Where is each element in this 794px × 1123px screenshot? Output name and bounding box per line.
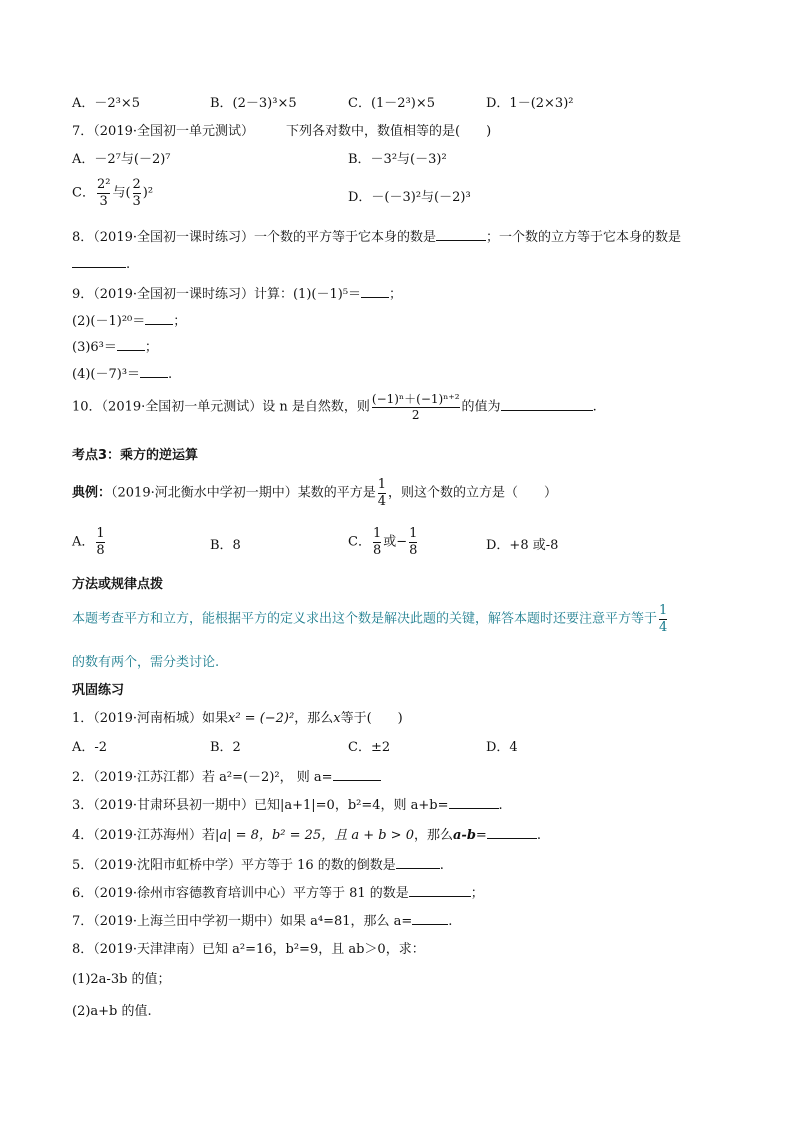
p1-option-b: B．2: [210, 740, 241, 755]
example-option-c: C． $\frac{1}{8}$ 或− $\frac{1}{8}$: [348, 526, 418, 558]
q7-c-label: C．: [72, 185, 95, 201]
q10-blank[interactable]: [501, 399, 593, 411]
q8-line1: 8．（2019·全国初一课时练习）一个数的平方等于它本身的数是 ；一个数的立方等于它本身的数是: [72, 230, 682, 245]
q8-blank-1[interactable]: [436, 229, 486, 241]
p4-abs-expr: |a| = 8: [215, 828, 259, 843]
q10-fraction: $\frac{\text{(−1)ⁿ＋(−1)ⁿ⁺²}}{2}$: [371, 392, 460, 422]
q6-option-d: D．1－(2×3)²: [486, 96, 574, 111]
p7-blank[interactable]: [412, 913, 448, 925]
q7-c-tail: )²: [142, 185, 154, 201]
p1-option-c: C．±2: [348, 740, 391, 755]
p8-part1: (1)2a-3b 的值；: [72, 972, 171, 987]
q7-source: 7．（2019·全国初一单元测试）: [72, 124, 254, 139]
q7-text: 下列各对数中，数值相等的是( ): [286, 124, 492, 139]
q7-c-fraction2: $\frac{2}{3}$: [132, 177, 141, 209]
q8-line2: .: [72, 256, 130, 273]
q7-option-b: B．－3²与(－3)²: [348, 152, 447, 167]
q9-blank-2[interactable]: [145, 313, 173, 325]
p1-equation: x² = (−2)²: [228, 711, 295, 726]
example-a-fraction: $\frac{1}{8}$: [96, 526, 105, 558]
q7-option-c: [72, 178, 153, 208]
q9-blank-4[interactable]: [140, 366, 168, 378]
q6-option-a: A．－2³×5: [72, 96, 141, 111]
p2-blank[interactable]: [333, 769, 381, 781]
example-option-d: D．+8 或-8: [486, 538, 559, 553]
p4-b-squared: ，b² = 25: [258, 828, 322, 843]
p4-condition: ，且 a + b > 0: [321, 828, 414, 843]
example-option-a: A． $\frac{1}{8}$: [72, 526, 105, 558]
p2-question: 2．（2019·江苏江都）若 a²=(－2)²， 则 a=: [72, 769, 381, 786]
q9-line4: (4)(－7)³＝ .: [72, 367, 173, 382]
p4-question: 4．（2019·江苏海州）若|a| = 8，b² = 25，且 a + b > 0，那么a-b= .: [72, 828, 541, 843]
p6-question: 6．（2019·徐州市容德教育培训中心）平方等于 81 的数是 ；: [72, 886, 484, 901]
q7-option-a: A．－2⁷与(－2)⁷: [72, 152, 171, 167]
q9-line2: (2)(－1)²⁰＝ ；: [72, 314, 187, 329]
q7-c-fraction: $\frac{\text{2²}}{3}$: [96, 177, 111, 209]
p3-blank[interactable]: [449, 797, 499, 809]
q7-option-d: D．－(－3)²与(－2)³: [348, 190, 471, 205]
q7-question: [72, 124, 491, 140]
p1-option-d: D．4: [486, 740, 518, 755]
q6-option-c: C．(1－2³)×5: [348, 96, 436, 111]
method-text-line1: 本题考查平方和立方，能根据平方的定义求出这个数是解决此题的关键，解答本题时还要注意平方等于 $\frac{1}{4}$: [72, 603, 668, 635]
q10-question: 10．（2019·全国初一单元测试）设 n 是自然数，则 $\frac{\text{(−1)ⁿ＋(−1)ⁿ⁺²}}{2}$ 的值为 .: [72, 392, 597, 422]
q6-option-b: B．(2－3)³×5: [210, 96, 297, 111]
example-c-fraction: $\frac{1}{8}$: [372, 526, 382, 558]
example-fraction: $\frac{1}{4}$: [377, 477, 387, 509]
p6-blank[interactable]: [409, 885, 471, 897]
q9-line1: 9．（2019·全国初一课时练习）计算：(1)(－1)⁵＝ ；: [72, 287, 403, 302]
example-option-b: B．8: [210, 538, 241, 553]
q9-line3: (3)6³＝ ；: [72, 340, 158, 355]
p5-blank[interactable]: [396, 857, 440, 869]
method-heading: 方法或规律点拨: [72, 577, 164, 592]
example-label: 典例：: [72, 485, 112, 501]
example-question: 典例：（2019·河北衡水中学初一期中）某数的平方是 $\frac{1}{4}$ ，则这个数的立方是（ ）: [72, 477, 558, 509]
q7-c-mid: 与(: [112, 185, 131, 201]
method-fraction: $\frac{1}{4}$: [659, 603, 668, 635]
p4-expression: a-b: [453, 828, 476, 843]
p5-question: 5．（2019·沈阳市虹桥中学）平方等于 16 的数的倒数是 .: [72, 858, 444, 873]
method-text-line2: 的数有两个，需分类讨论.: [72, 655, 220, 670]
practice-heading: 巩固练习: [72, 683, 125, 698]
p1-option-a: A．-2: [72, 740, 108, 755]
q8-blank-2[interactable]: [72, 256, 126, 268]
q9-blank-3[interactable]: [117, 339, 145, 351]
example-c-fraction2: $\frac{1}{8}$: [409, 526, 418, 558]
p3-question: 3．（2019·甘肃环县初一期中）已知|a+1|=0，b²=4，则 a+b= .: [72, 798, 503, 813]
p4-blank[interactable]: [487, 827, 537, 839]
p8-part2: (2)a+b 的值.: [72, 1004, 152, 1019]
p1-question: 1．（2019·河南柘城）如果x² = (−2)²，那么x等于( ): [72, 711, 403, 726]
section-heading-kp3: 考点3：乘方的逆运算: [72, 448, 199, 463]
q9-blank-1[interactable]: [361, 286, 389, 298]
p8-question: 8．（2019·天津津南）已知 a²=16，b²=9，且 ab＞0，求：: [72, 942, 425, 957]
p7-question: 7．（2019·上海兰田中学初一期中）如果 a⁴=81，那么 a= .: [72, 914, 453, 929]
